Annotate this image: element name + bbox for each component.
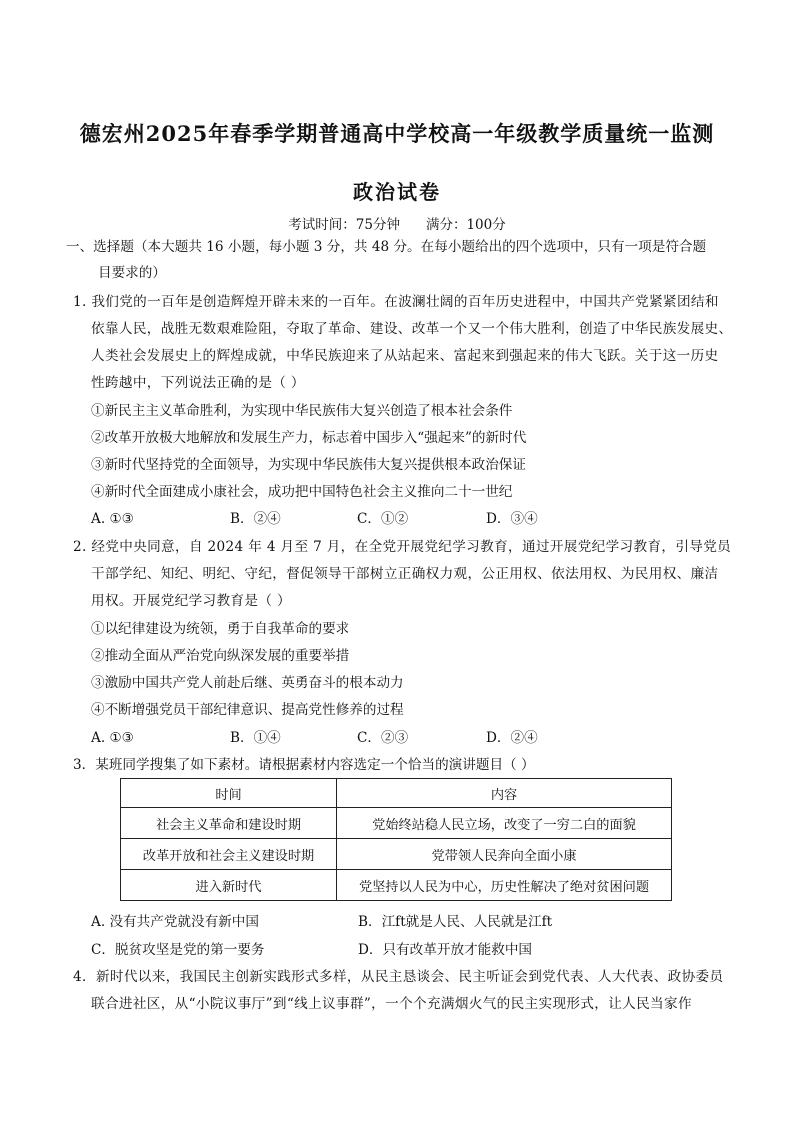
option-d[interactable]: D．只有改革开放才能救中国 xyxy=(358,942,533,958)
option-d[interactable]: D．②④ xyxy=(486,730,538,746)
exam-meta xyxy=(0,213,794,233)
table-row xyxy=(121,808,672,839)
exam-subject: 政治试卷 xyxy=(353,180,441,204)
q2-item: ③激励中国共产党人前赴后继、英勇奋斗的根本动力 xyxy=(91,675,404,691)
option-b[interactable]: B．江ft就是人民、人民就是江ft xyxy=(358,914,553,930)
table-cell: 改革开放和社会主义建设时期 xyxy=(121,839,337,870)
table-header-cell: 内容 xyxy=(337,779,672,808)
q2-stem-line: 2. 经党中央同意，自 2024 年 4 月至 7 月，在全党开展党纪学习教育，通过开展党纪学习教育，引导党员 xyxy=(73,539,732,555)
q1-item: ④新时代全面建成小康社会，成功把中国特色社会主义推向二十一世纪 xyxy=(91,484,513,500)
q1-item: ③新时代坚持党的全面领导，为实现中华民族伟大复兴提供根本政治保证 xyxy=(91,457,526,473)
q1-item: ①新民主主义革命胜利，为实现中华民族伟大复兴创造了根本社会条件 xyxy=(91,403,513,419)
exam-title: 德宏州2025年春季学期普通高中学校高一年级教学质量统一监测 xyxy=(79,121,715,146)
q2-stem-line: 用权。开展党纪学习教育是（ ） xyxy=(91,593,291,609)
q2-item: ②推动全面从严治党向纵深发展的重要举措 xyxy=(91,648,350,664)
table-cell: 党带领人民奔向全面小康 xyxy=(337,839,672,870)
option-b[interactable]: B．①④ xyxy=(230,730,281,746)
option-a[interactable]: A. 没有共产党就没有新中国 xyxy=(91,914,259,930)
q1-item: ②改革开放极大地解放和发展生产力，标志着中国步入“强起来”的新时代 xyxy=(91,430,527,446)
option-c[interactable]: C．①② xyxy=(357,511,409,527)
material-table xyxy=(120,778,672,901)
option-a[interactable]: A. ①③ xyxy=(91,730,134,746)
table-header-row xyxy=(121,779,672,808)
table-cell: 社会主义革命和建设时期 xyxy=(121,808,337,839)
q4-stem-line: 联合进社区，从“小院议事厅”到“线上议事群”，一个个充满烟火气的民主实现形式，让人民当家作 xyxy=(91,996,692,1012)
table-header-cell: 时间 xyxy=(121,779,337,808)
option-a[interactable]: A. ①③ xyxy=(91,511,134,527)
section-instruction: 一、选择题（本大题共 16 小题，每小题 3 分，共 48 分。在每小题给出的四个选项中，只有一项是符合题 xyxy=(66,239,707,255)
section-instruction-cont: 目要求的） xyxy=(98,265,166,281)
q4-stem-line: 4．新时代以来，我国民主创新实践形式多样，从民主恳谈会、民主听证会到党代表、人大代表、政协委员 xyxy=(73,969,724,985)
exam-time: 考试时间：75分钟 xyxy=(288,217,400,233)
q1-stem-line: 1. 我们党的一百年是创造辉煌开辟未来的一百年。在波澜壮阔的百年历史进程中，中国共产党紧紧团结和 xyxy=(73,294,719,310)
q1-stem-line: 人类社会发展史上的辉煌成就，中华民族迎来了从站起来、富起来到强起来的伟大飞跃。关于这一历史 xyxy=(91,348,719,364)
q1-stem-line: 性跨越中，下列说法正确的是（ ） xyxy=(91,375,305,391)
table-cell: 党始终站稳人民立场，改变了一穷二白的面貌 xyxy=(337,808,672,839)
exam-score: 满分：100分 xyxy=(425,217,506,233)
q2-item: ④不断增强党员干部纪律意识、提高党性修养的过程 xyxy=(91,702,404,718)
q1-stem-line: 依靠人民，战胜无数艰难险阻，夺取了革命、建设、改革一个又一个伟大胜利，创造了中华民族发展史、 xyxy=(91,321,733,337)
table-row xyxy=(121,870,672,901)
table-row xyxy=(121,839,672,870)
option-d[interactable]: D．③④ xyxy=(486,511,538,527)
option-c[interactable]: C．②③ xyxy=(357,730,409,746)
q2-stem-line: 干部学纪、知纪、明纪、守纪，督促领导干部树立正确权力观，公正用权、依法用权、为民用权、廉洁 xyxy=(91,566,719,582)
q3-stem-line: 3．某班同学搜集了如下素材。请根据素材内容选定一个恰当的演讲题目（ ） xyxy=(73,757,535,773)
table-cell: 党坚持以人民为中心，历史性解决了绝对贫困问题 xyxy=(337,870,672,901)
option-b[interactable]: B．②④ xyxy=(230,511,281,527)
table-cell: 进入新时代 xyxy=(121,870,337,901)
q2-item: ①以纪律建设为统领，勇于自我革命的要求 xyxy=(91,621,350,637)
option-c[interactable]: C．脱贫攻坚是党的第一要务 xyxy=(91,942,265,958)
